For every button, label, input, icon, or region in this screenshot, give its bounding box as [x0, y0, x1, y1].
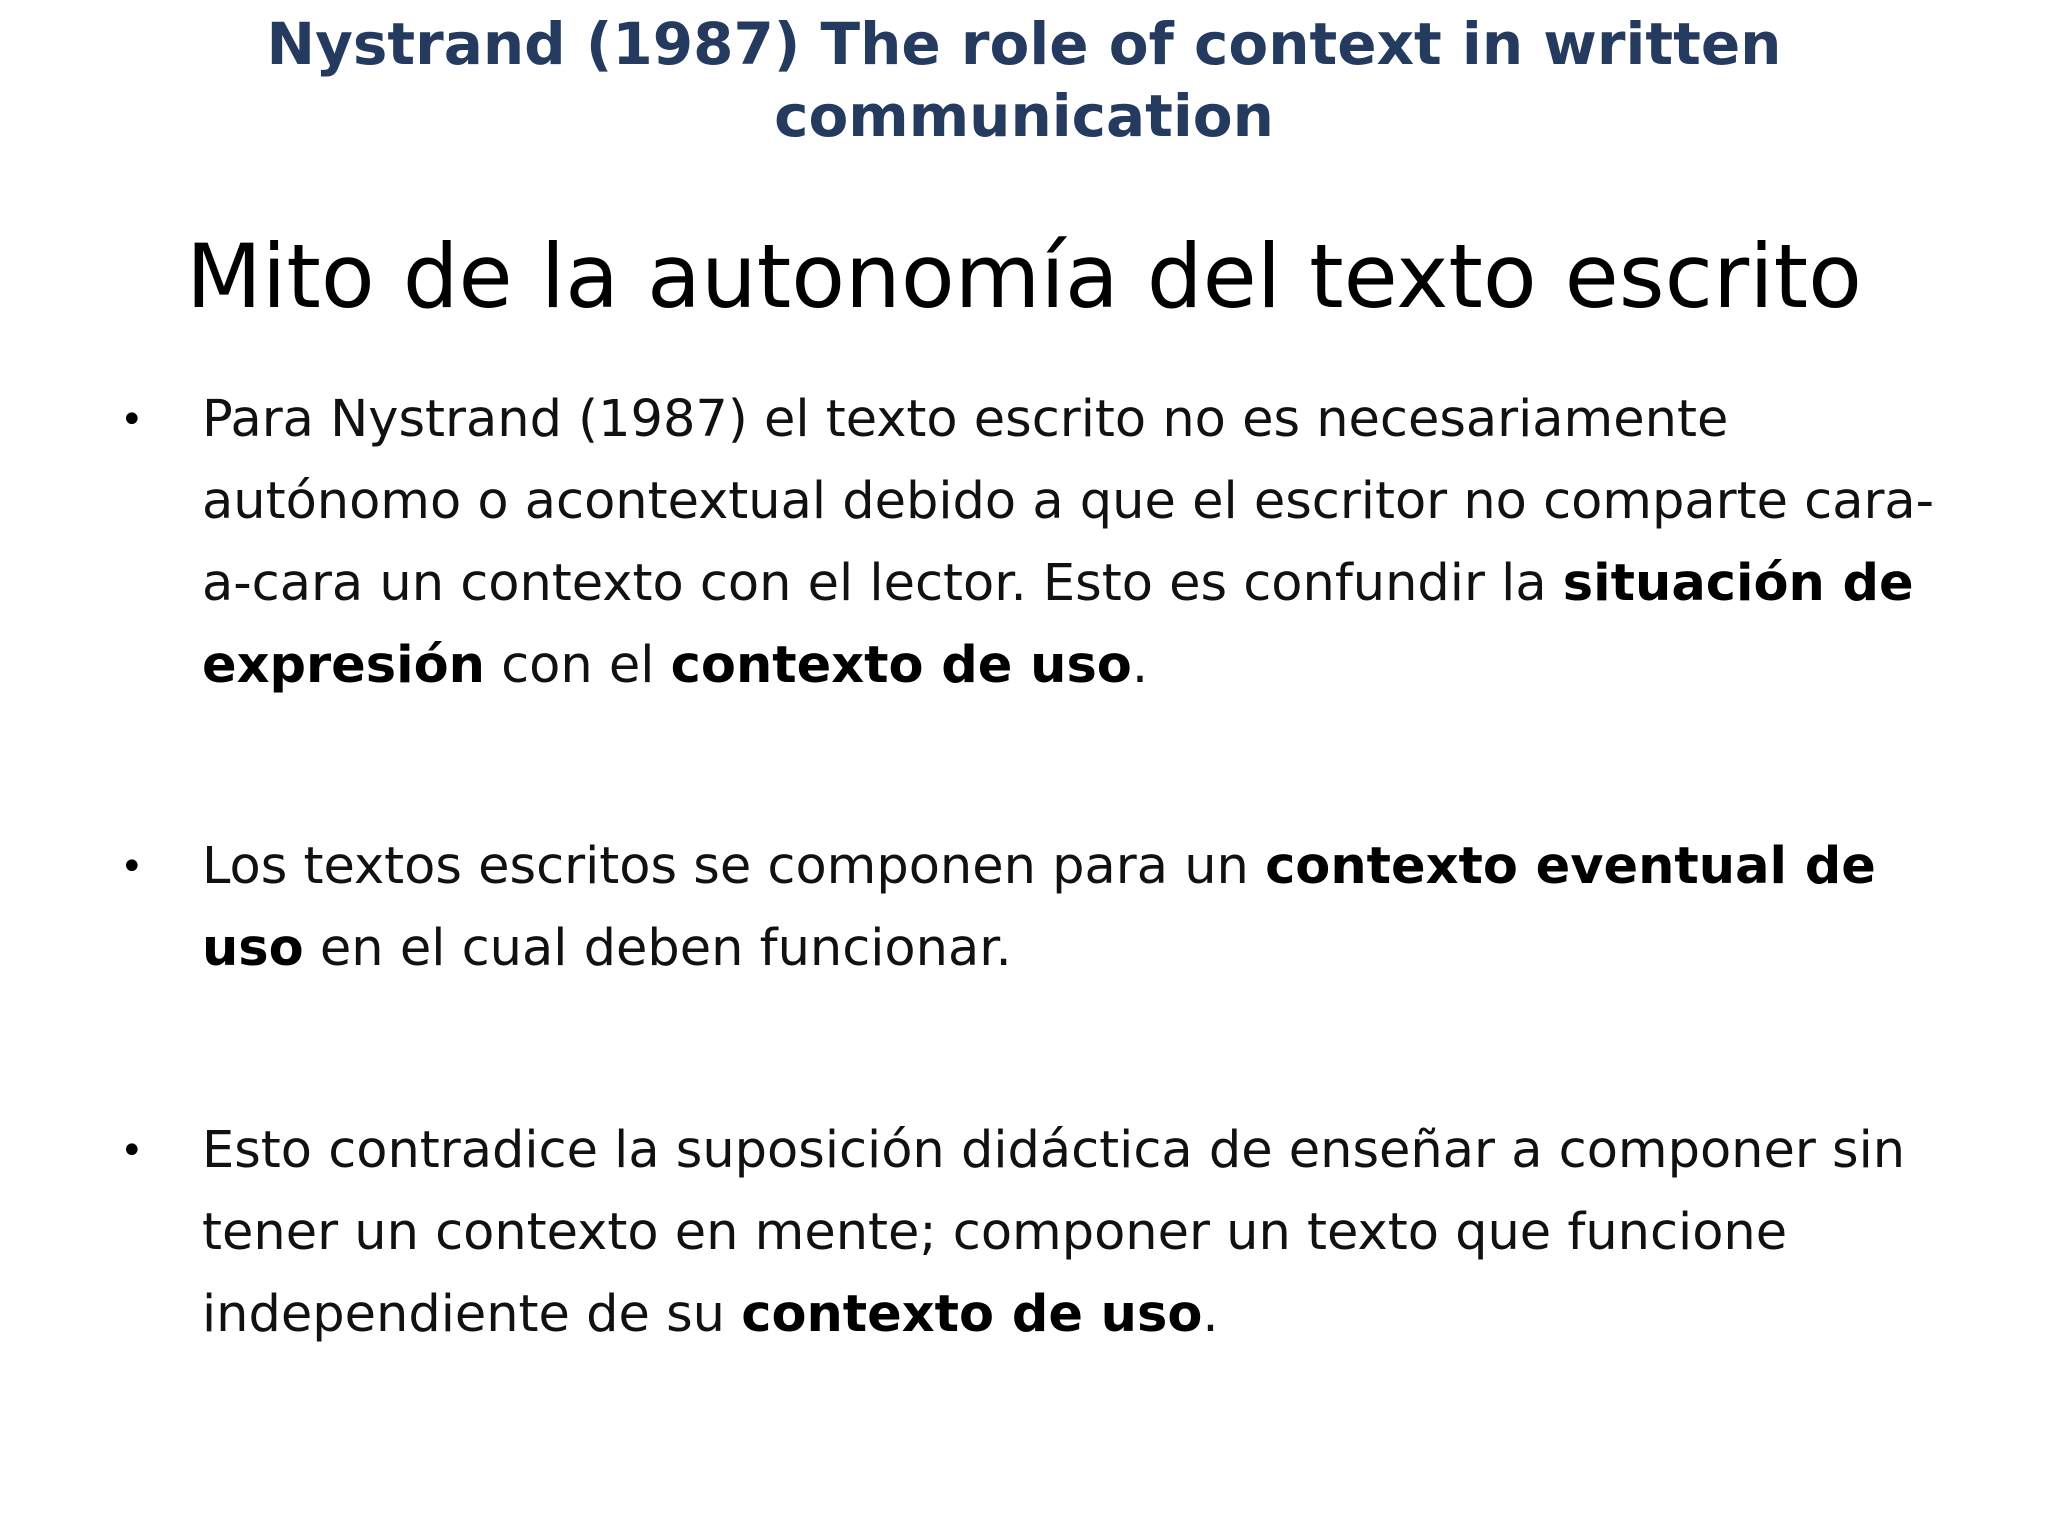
header-line-1: Nystrand (1987) The role of context in written: [266, 10, 1782, 78]
bullet-item: [120, 1110, 1960, 1356]
bullet-bold-term: situación de expresión: [202, 554, 1914, 695]
bullet-text: [202, 1110, 1960, 1356]
bullet-marker: •: [120, 397, 144, 443]
bullet-marker: •: [120, 844, 144, 890]
bullet-bold-term: contexto eventual de uso: [202, 837, 1876, 978]
bullet-text-segment: Para Nystrand (1987) el texto escrito no es necesariamente autónomo o acontextual debido a que el escritor no comparte cara-a-cara un contexto con el lector. Esto es confundir la: [202, 390, 1935, 613]
bullet-text-segment: con el: [484, 636, 671, 695]
bullet-bold-term: contexto de uso: [670, 636, 1132, 695]
bullet-text-segment: Los textos escritos se componen para un: [202, 837, 1266, 896]
header-line-2: communication: [774, 82, 1274, 150]
bullet-marker: •: [120, 1128, 144, 1174]
bullet-text-segment: .: [1131, 636, 1149, 695]
bullet-bold-term: contexto de uso: [741, 1285, 1203, 1344]
bullet-text-segment: .: [1202, 1285, 1219, 1344]
bullet-text-segment: en el cual deben funcionar.: [303, 919, 1012, 978]
bullet-item: [120, 379, 1960, 707]
bullet-text-segment: Esto contradice la suposición didáctica de enseñar a componer sin tener un contexto en mente; componer un texto que funcione independiente de su: [202, 1121, 1906, 1344]
bullet-text: [202, 826, 1960, 990]
bullet-text: [202, 379, 1960, 707]
bullet-item: [120, 826, 1960, 990]
slide-header: [0, 8, 2048, 152]
slide-title: Mito de la autonomía del texto escrito: [186, 225, 1862, 328]
